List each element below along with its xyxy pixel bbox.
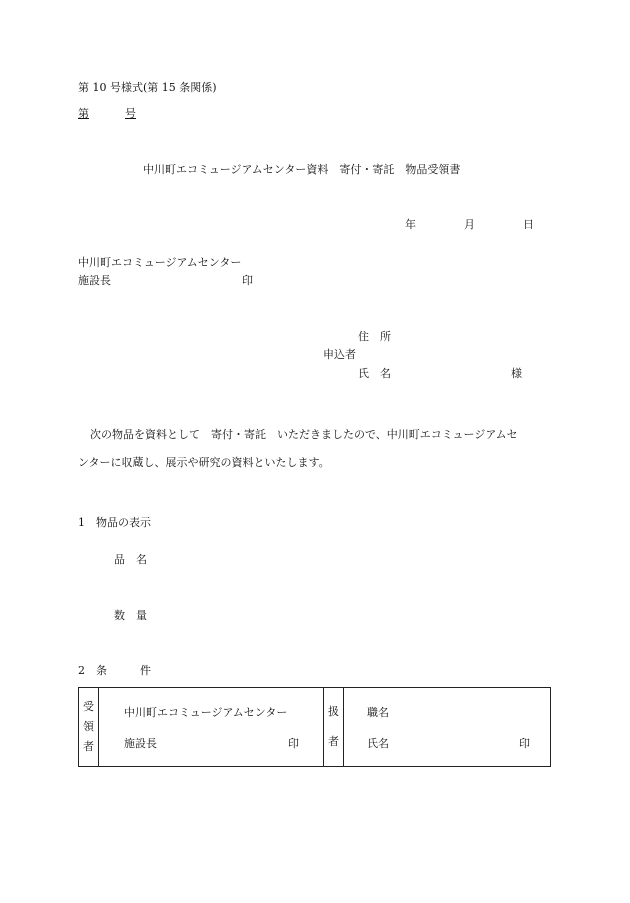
handler-cell xyxy=(344,688,551,767)
receiver-label-char: 者 xyxy=(83,740,94,753)
handler-seal: 印 xyxy=(519,737,530,750)
form-number: 第 10 号様式(第 15 条関係) xyxy=(78,81,217,94)
receiver-org: 中川町エコミュージアムセンター xyxy=(124,706,288,719)
handler-name: 氏名 xyxy=(367,737,389,750)
date-month: 月 xyxy=(464,218,475,231)
body-text-line-1: 次の物品を資料として 寄付・寄託 いただきましたので、中川町エコミュージアムセ xyxy=(90,428,518,441)
receipt-table xyxy=(78,687,551,767)
document-title: 中川町エコミュージアムセンター資料 寄付・寄託 物品受領書 xyxy=(143,163,461,176)
applicant-label: 申込者 xyxy=(323,348,356,361)
handler-label-char: 者 xyxy=(328,735,339,748)
reference-suffix: 号 xyxy=(125,107,136,120)
handler-title: 職名 xyxy=(367,706,389,719)
receiver-label-char: 受 xyxy=(83,700,94,713)
receiver-label-cell xyxy=(79,688,99,767)
receiver-seal: 印 xyxy=(288,737,299,750)
reference-number xyxy=(78,107,136,121)
section-1-heading: 1 物品の表示 xyxy=(78,516,151,529)
recipient-seal: 印 xyxy=(242,274,253,287)
recipient-org: 中川町エコミュージアムセンター xyxy=(78,256,242,269)
reference-prefix: 第 xyxy=(78,107,89,120)
applicant-name-label: 氏 名 xyxy=(358,367,391,380)
handler-label-cell xyxy=(324,688,344,767)
date-day: 日 xyxy=(523,218,534,231)
receiver-cell xyxy=(99,688,324,767)
applicant-address-label: 住 所 xyxy=(358,330,391,343)
applicant-honorific: 様 xyxy=(511,367,522,380)
date-year: 年 xyxy=(405,218,416,231)
recipient-role: 施設長 xyxy=(78,274,111,287)
handler-label-char: 扱 xyxy=(328,705,339,718)
item-name-label: 品 名 xyxy=(114,553,147,566)
section-2-heading: 2 条 件 xyxy=(78,664,151,677)
receiver-role: 施設長 xyxy=(124,737,157,750)
quantity-label: 数 量 xyxy=(114,609,147,622)
receiver-label-char: 領 xyxy=(83,720,94,733)
body-text-line-2: ンターに収蔵し、展示や研究の資料といたします。 xyxy=(78,456,330,469)
